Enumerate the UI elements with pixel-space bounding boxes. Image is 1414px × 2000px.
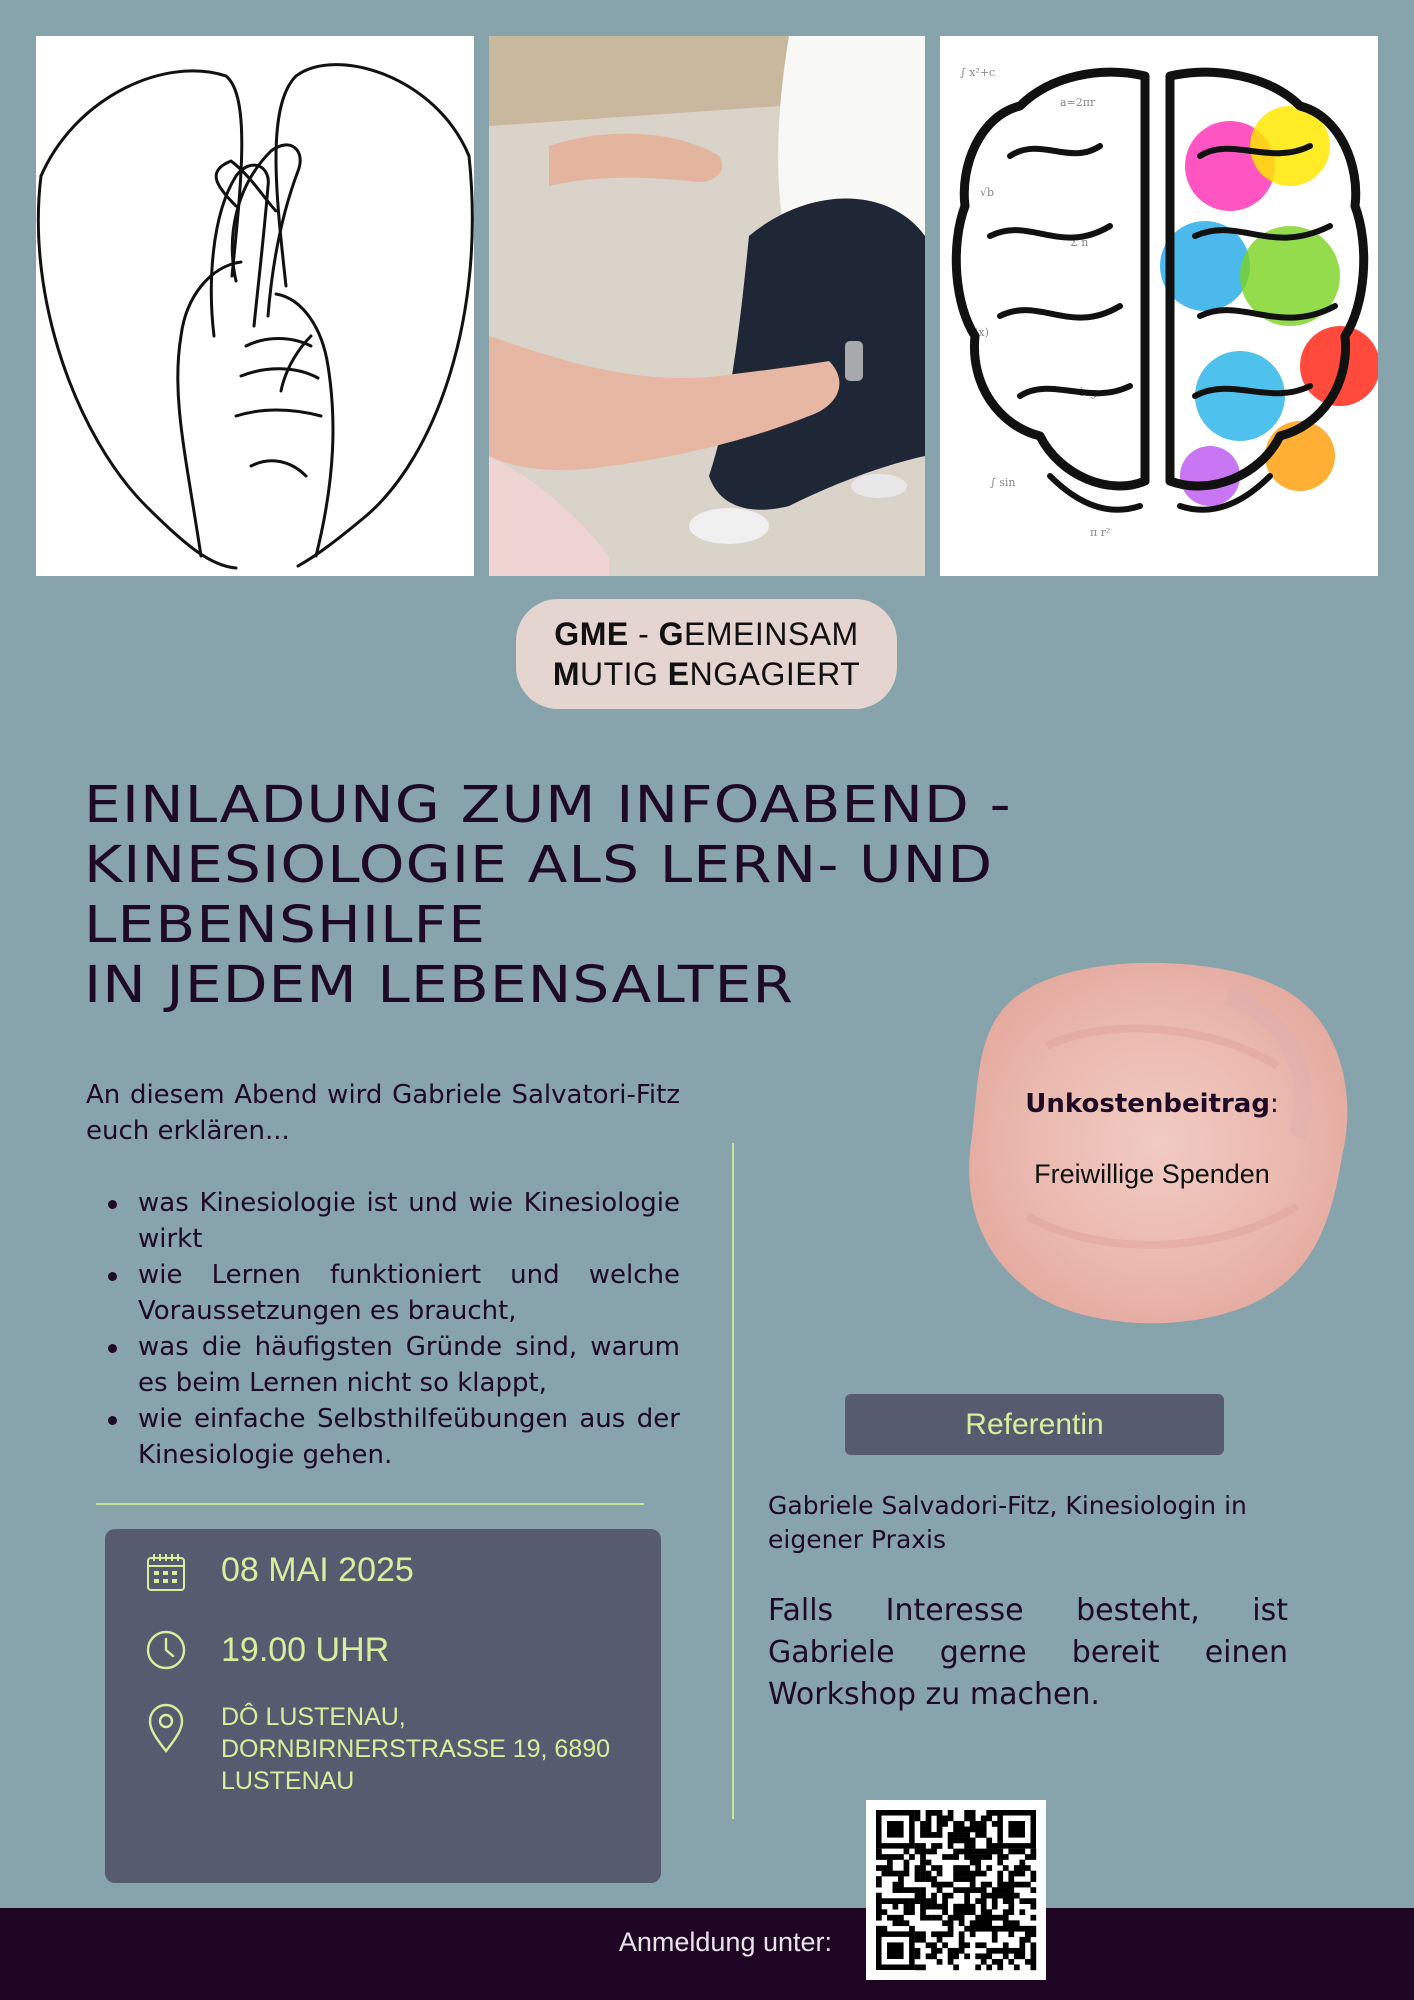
svg-text:√b: √b xyxy=(980,186,995,199)
badge-word-gemeinsam: EMEINSAM xyxy=(684,616,859,652)
vertical-divider xyxy=(732,1143,734,1819)
watercolor-blob xyxy=(957,956,1351,1330)
cost-label xyxy=(980,1087,1324,1121)
crossed-fingers-illustration xyxy=(36,36,474,576)
svg-text:a=2πr: a=2πr xyxy=(1060,96,1096,109)
cost-value: Freiwillige Spenden xyxy=(1034,1159,1270,1189)
event-title-line-1: EINLADUNG ZUM INFOABEND - xyxy=(84,776,1012,835)
badge-initial-m: M xyxy=(552,656,580,692)
svg-text:∫ sin: ∫ sin xyxy=(990,476,1016,489)
event-details-box xyxy=(105,1529,661,1883)
gme-badge-line-2 xyxy=(553,654,860,694)
badge-word-mutig: UTIG xyxy=(579,656,668,692)
event-title-line-2: KINESIOLOGIE ALS LERN- UND xyxy=(84,836,994,895)
svg-text:Σ n: Σ n xyxy=(1070,236,1089,249)
svg-text:log: log xyxy=(1080,386,1098,399)
badge-initial-e: E xyxy=(667,656,690,692)
kinesiology-arm-test-photo xyxy=(489,36,925,576)
badge-word-engagiert: NGAGIERT xyxy=(689,656,861,692)
benefit-item: was Kinesiologie ist und wie Kinesiologie wirkt xyxy=(138,1185,680,1257)
gme-badge-line-1 xyxy=(554,614,858,654)
horizontal-divider xyxy=(96,1503,644,1505)
benefit-item: wie Lernen funktioniert und welche Voraussetzungen es braucht, xyxy=(138,1257,680,1329)
clock-icon xyxy=(145,1629,187,1671)
gme-badge xyxy=(516,599,897,709)
benefit-item: wie einfache Selbsthilfeübungen aus der Kinesiologie gehen. xyxy=(138,1401,680,1473)
referent-tag: Referentin xyxy=(845,1394,1224,1455)
svg-text:π r²: π r² xyxy=(1090,526,1111,539)
event-date: 08 MAI 2025 xyxy=(221,1551,414,1589)
gme-abbreviation: GME xyxy=(554,616,629,652)
location-pin-icon xyxy=(145,1703,187,1755)
registration-qr-code[interactable] xyxy=(866,1800,1046,1980)
event-location: DÔ LUSTENAU, DORNBIRNERSTRASSE 19, 6890 LUSTENAU xyxy=(221,1703,611,1795)
workshop-text: Falls Interesse besteht, ist Gabriele gerne bereit einen Workshop zu machen. xyxy=(768,1593,1288,1712)
referent-name: Gabriele Salvadori-Fitz, Kinesiologin in eigener Praxis xyxy=(768,1491,1247,1554)
svg-text:∫ x²+c: ∫ x²+c xyxy=(960,66,996,79)
svg-text:f(x): f(x) xyxy=(970,326,989,339)
event-title-line-4: IN JEDEM LEBENSALTER xyxy=(84,956,794,1015)
badge-separator: - xyxy=(628,616,659,652)
benefit-list xyxy=(86,1185,680,1473)
event-title-line-3: LEBENSHILFE xyxy=(84,896,487,955)
benefit-item: was die häufigsten Gründe sind, warum es beim Lernen nicht so klappt, xyxy=(138,1329,680,1401)
calendar-icon xyxy=(145,1551,187,1593)
cost-label-text: Unkostenbeitrag xyxy=(1025,1089,1270,1119)
badge-initial-g: G xyxy=(658,616,685,652)
register-label: Anmeldung unter: xyxy=(618,1927,832,1957)
cost-label-colon: : xyxy=(1269,1089,1279,1119)
intro-text: An diesem Abend wird Gabriele Salvatori-Fitz euch erklären... xyxy=(86,1080,680,1146)
event-time: 19.00 UHR xyxy=(221,1631,390,1669)
brain-logic-creativity-illustration xyxy=(940,36,1378,576)
